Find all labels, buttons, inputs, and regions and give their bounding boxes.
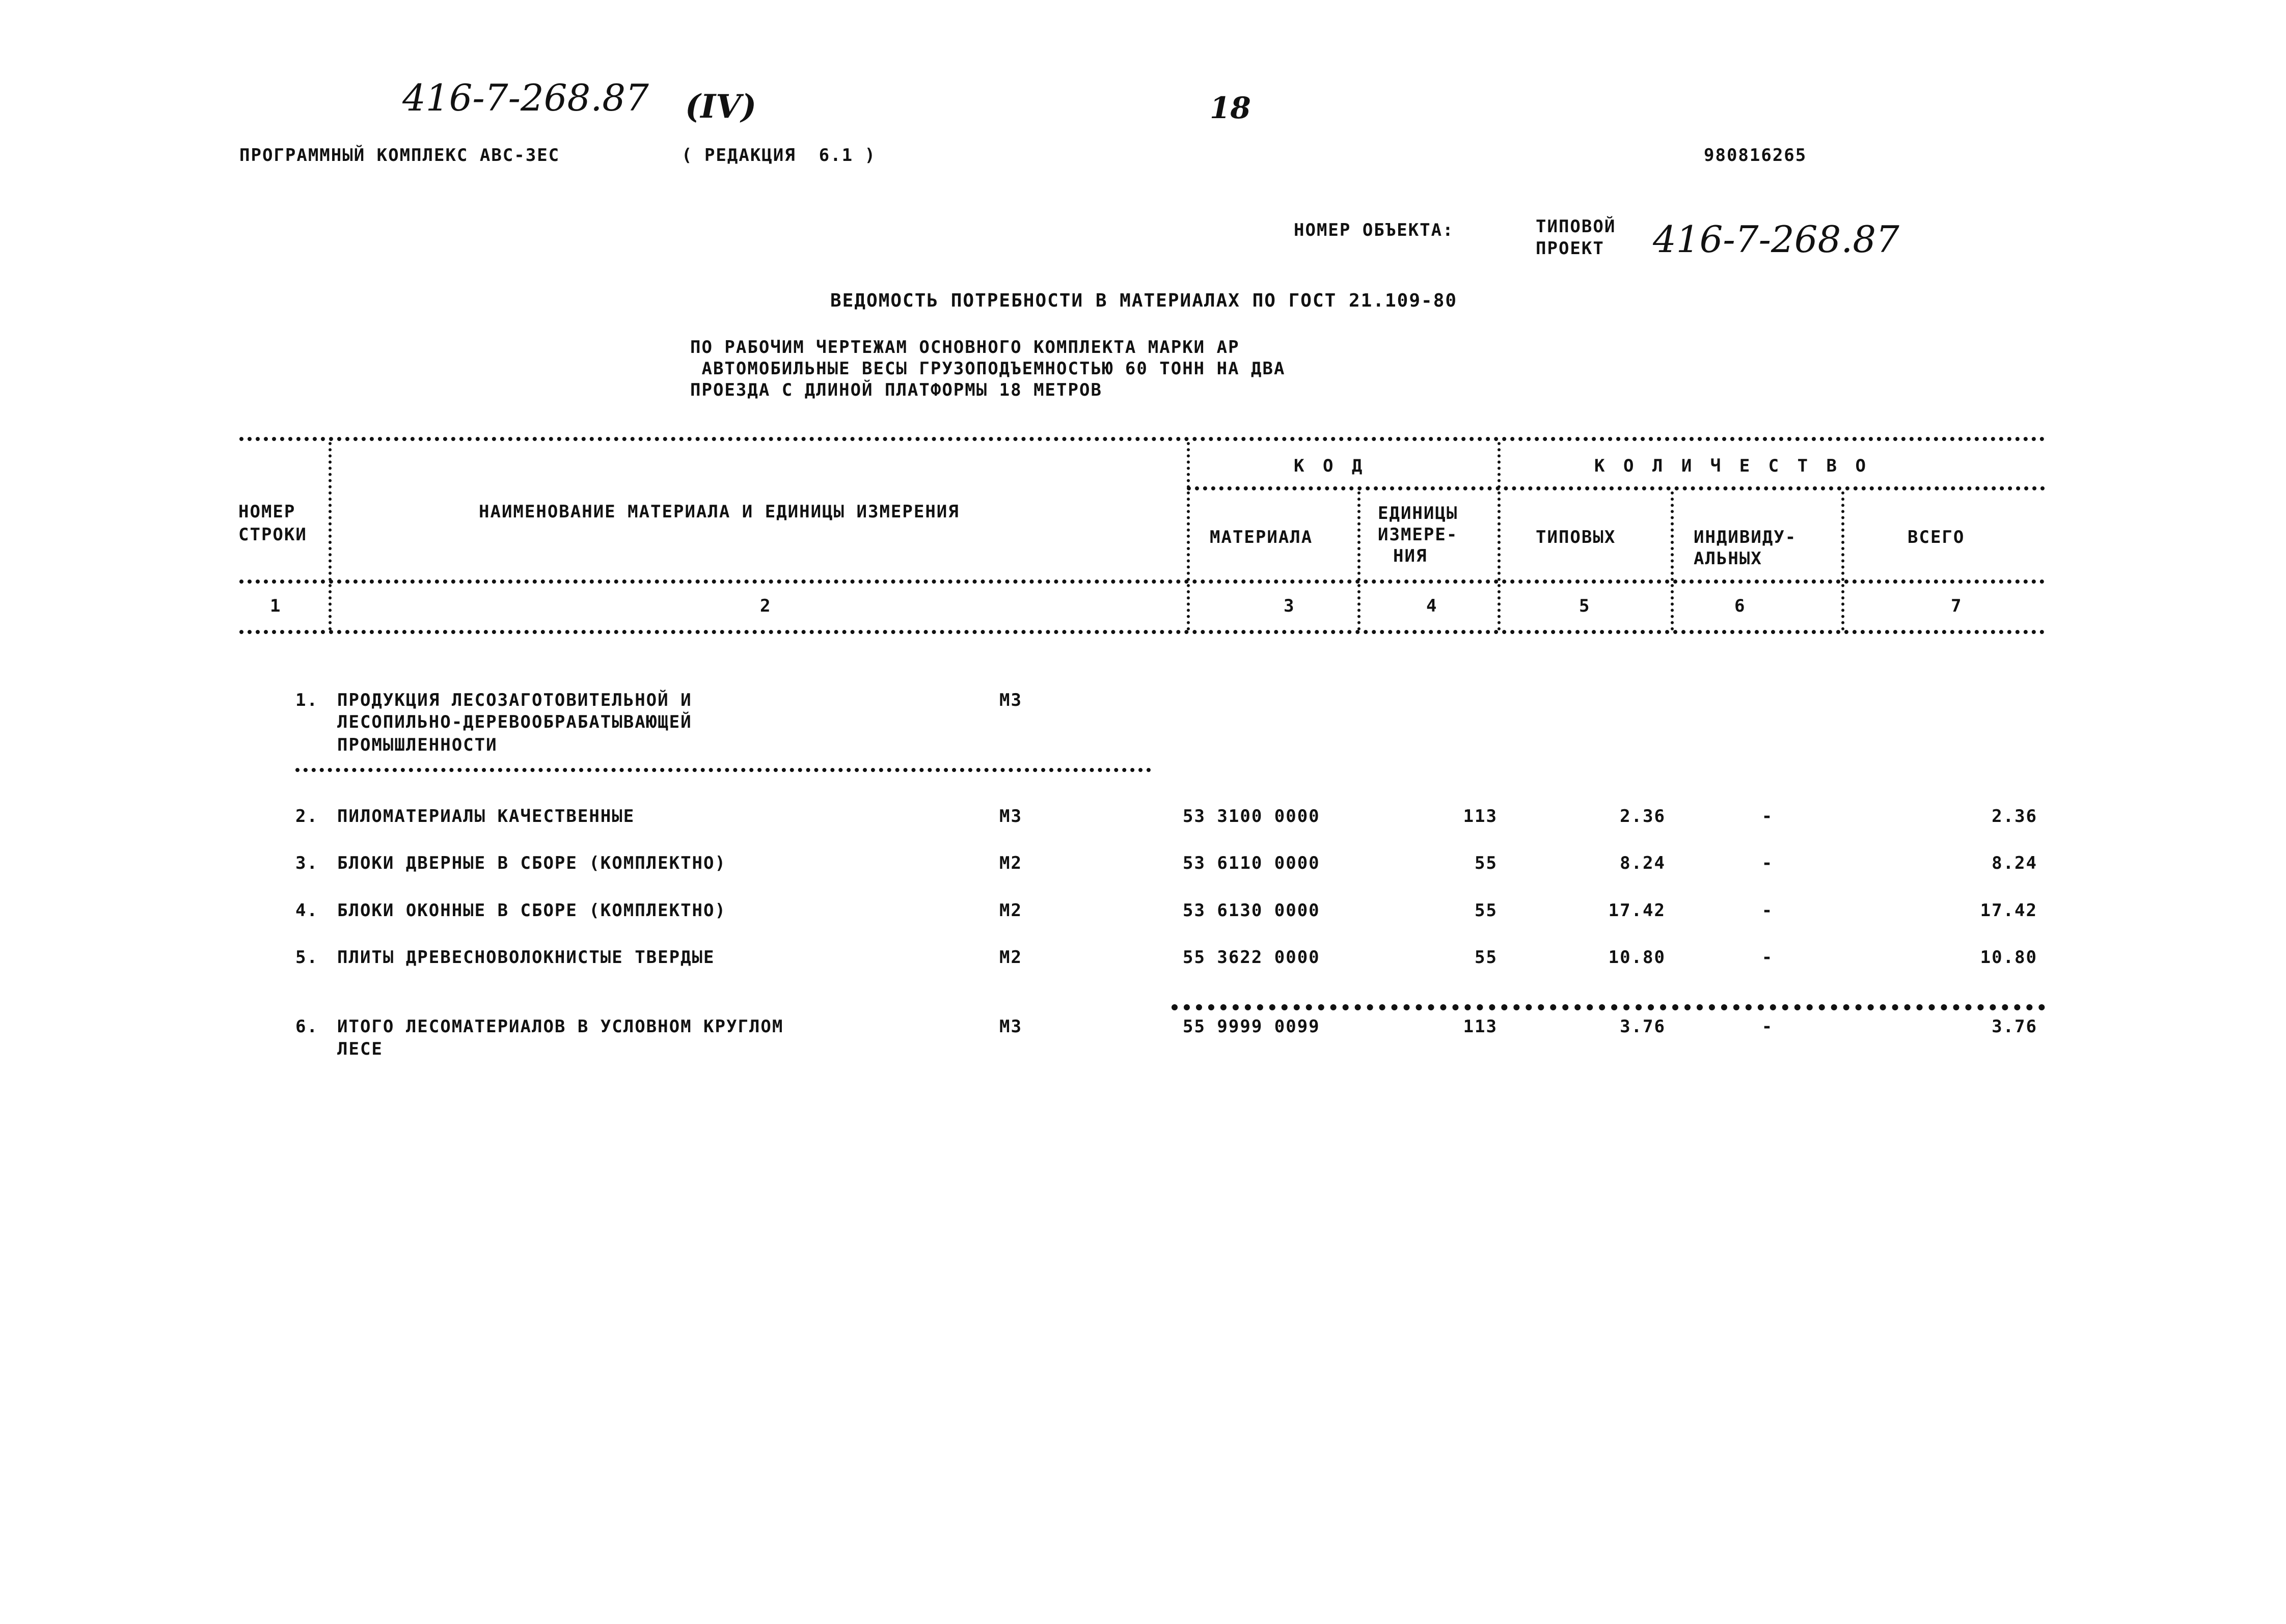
row-typical: 2.36 xyxy=(1620,806,1666,827)
row-unit: М3 xyxy=(999,1016,1022,1037)
row-total: 17.42 xyxy=(1980,900,2037,921)
row-unit-code: 113 xyxy=(1463,1016,1498,1037)
row-material-code: 55 3622 0000 xyxy=(1183,947,1320,968)
header-typical: ТИПОВЫХ xyxy=(1536,527,1616,547)
row-number: 5. xyxy=(295,947,318,968)
object-number-label: НОМЕР ОБЪЕКТА: xyxy=(1294,220,1454,240)
document-subtitle-1: ПО РАБОЧИМ ЧЕРТЕЖАМ ОСНОВНОГО КОМПЛЕКТА МАРКИ АР xyxy=(690,337,1240,357)
row-unit-code: 55 xyxy=(1475,900,1498,921)
col-separator-6 xyxy=(1841,491,1844,630)
group-underline xyxy=(295,768,1151,772)
row-name-line: ПРОДУКЦИЯ ЛЕСОЗАГОТОВИТЕЛЬНОЙ И xyxy=(337,690,692,710)
header-unit-code-3: НИЯ xyxy=(1393,546,1428,566)
total-separator-rule xyxy=(1172,1004,2045,1010)
column-number: 4 xyxy=(1426,596,1438,616)
col-separator-5 xyxy=(1671,491,1674,630)
row-unit-code: 113 xyxy=(1463,806,1498,827)
col-separator-4 xyxy=(1498,442,1501,630)
row-name-line: ЛЕСЕ xyxy=(337,1039,383,1059)
document-title: ВЕДОМОСТЬ ПОТРЕБНОСТИ В МАТЕРИАЛАХ ПО ГОСТ 21.109-80 xyxy=(830,290,1458,311)
column-number: 1 xyxy=(270,596,282,616)
row-name-line: ЛЕСОПИЛЬНО-ДЕРЕВООБРАБАТЫВАЮЩЕЙ xyxy=(337,712,692,732)
header-code-group: К О Д xyxy=(1294,456,1367,476)
row-total: 10.80 xyxy=(1980,947,2037,968)
row-unit-code: 55 xyxy=(1475,853,1498,873)
row-unit: М3 xyxy=(999,690,1022,710)
column-number: 2 xyxy=(760,596,772,616)
row-unit: М3 xyxy=(999,806,1022,827)
handwritten-project-code: 416-7-268.87 xyxy=(402,76,649,119)
row-individual: - xyxy=(1761,853,1774,873)
column-number: 6 xyxy=(1734,596,1746,616)
row-number: 3. xyxy=(295,853,318,873)
row-total: 3.76 xyxy=(1992,1016,2037,1037)
header-total: ВСЕГО xyxy=(1908,527,1965,547)
row-individual: - xyxy=(1761,806,1774,827)
handwritten-section-mark: (IV) xyxy=(685,88,757,126)
page-number: 18 xyxy=(1210,91,1251,125)
document-subtitle-3: ПРОЕЗДА С ДЛИНОЙ ПЛАТФОРМЫ 18 МЕТРОВ xyxy=(690,380,1102,400)
row-total: 8.24 xyxy=(1992,853,2037,873)
row-name: ПЛИТЫ ДРЕВЕСНОВОЛОКНИСТЫЕ ТВЕРДЫЕ xyxy=(337,947,715,968)
program-edition: ( РЕДАКЦИЯ 6.1 ) xyxy=(682,145,876,166)
row-material-code: 55 9999 0099 xyxy=(1183,1016,1320,1037)
header-row-number-1: НОМЕР xyxy=(238,502,296,522)
row-name-line: ИТОГО ЛЕСОМАТЕРИАЛОВ В УСЛОВНОМ КРУГЛОМ xyxy=(337,1016,784,1037)
header-row-number-2: СТРОКИ xyxy=(238,525,307,545)
object-type-line1: ТИПОВОЙ xyxy=(1536,216,1616,237)
row-typical: 8.24 xyxy=(1620,853,1666,873)
row-name: БЛОКИ ОКОННЫЕ В СБОРЕ (КОМПЛЕКТНО) xyxy=(337,900,726,921)
header-individual-2: АЛЬНЫХ xyxy=(1694,548,1762,569)
header-unit-code-2: ИЗМЕРЕ- xyxy=(1378,525,1458,545)
header-unit-code-1: ЕДИНИЦЫ xyxy=(1378,503,1458,524)
row-number: 4. xyxy=(295,900,318,921)
header-material-code: МАТЕРИАЛА xyxy=(1210,527,1313,547)
document-subtitle-2: АВТОМОБИЛЬНЫЕ ВЕСЫ ГРУЗОПОДЪЕМНОСТЬЮ 60 ТОНН НА ДВА xyxy=(690,359,1286,379)
row-total: 2.36 xyxy=(1992,806,2037,827)
row-material-code: 53 3100 0000 xyxy=(1183,806,1320,827)
row-unit: М2 xyxy=(999,947,1022,968)
program-name: ПРОГРАММНЫЙ КОМПЛЕКС АВС-3ЕС xyxy=(239,145,560,166)
column-number: 5 xyxy=(1579,596,1591,616)
row-unit: М2 xyxy=(999,853,1022,873)
row-individual: - xyxy=(1761,947,1774,968)
row-typical: 3.76 xyxy=(1620,1016,1666,1037)
column-number: 3 xyxy=(1284,596,1295,616)
row-typical: 17.42 xyxy=(1608,900,1666,921)
row-name-line: ПРОМЫШЛЕННОСТИ xyxy=(337,735,498,755)
row-unit: М2 xyxy=(999,900,1022,921)
row-name: БЛОКИ ДВЕРНЫЕ В СБОРЕ (КОМПЛЕКТНО) xyxy=(337,853,726,873)
row-material-code: 53 6130 0000 xyxy=(1183,900,1320,921)
col-separator-1 xyxy=(329,442,332,630)
header-quantity-group: К О Л И Ч Е С Т В О xyxy=(1594,456,1870,476)
column-number: 7 xyxy=(1951,596,1963,616)
table-top-rule xyxy=(239,437,2045,441)
subheader-rule xyxy=(1187,486,2045,490)
header-bottom-rule xyxy=(239,580,2045,584)
header-material-name: НАИМЕНОВАНИЕ МАТЕРИАЛА И ЕДИНИЦЫ ИЗМЕРЕНИЯ xyxy=(479,502,960,522)
row-typical: 10.80 xyxy=(1608,947,1666,968)
row-number: 2. xyxy=(295,806,318,827)
col-separator-2 xyxy=(1187,442,1190,630)
row-number: 6. xyxy=(295,1016,318,1037)
row-number: 1. xyxy=(295,690,318,710)
row-individual: - xyxy=(1761,1016,1774,1037)
col-separator-3 xyxy=(1357,491,1360,630)
row-material-code: 53 6110 0000 xyxy=(1183,853,1320,873)
row-unit-code: 55 xyxy=(1475,947,1498,968)
document-number: 980816265 xyxy=(1704,145,1807,166)
object-code-handwritten: 416-7-268.87 xyxy=(1653,218,1899,261)
column-numbers-rule xyxy=(239,630,2045,634)
header-individual-1: ИНДИВИДУ- xyxy=(1694,527,1797,547)
row-individual: - xyxy=(1761,900,1774,921)
object-type-line2: ПРОЕКТ xyxy=(1536,238,1604,259)
row-name: ПИЛОМАТЕРИАЛЫ КАЧЕСТВЕННЫЕ xyxy=(337,806,635,827)
